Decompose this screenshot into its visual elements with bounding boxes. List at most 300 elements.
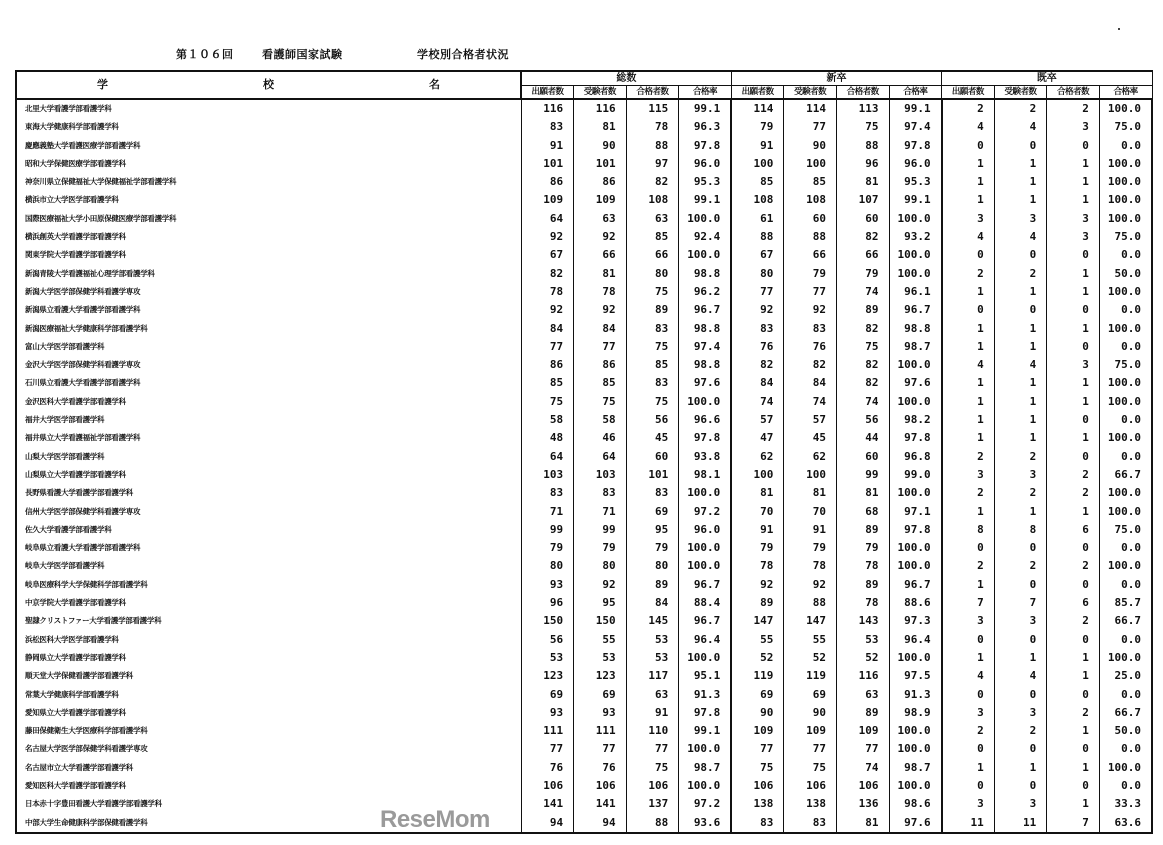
count-cell: 1 [994, 503, 1047, 521]
column-header: 合格者数 [1047, 86, 1100, 100]
count-cell: 2 [1047, 484, 1100, 502]
count-cell: 85 [784, 173, 837, 191]
count-cell: 75 [836, 118, 889, 136]
count-cell: 86 [521, 356, 574, 374]
school-name: 山梨県立大学看護学部看護学科 [16, 466, 521, 484]
count-cell: 79 [784, 539, 837, 557]
count-cell: 123 [521, 667, 574, 685]
pass-rate: 100.0 [679, 740, 732, 758]
count-cell: 79 [574, 539, 627, 557]
count-cell: 2 [942, 265, 995, 283]
count-cell: 6 [1047, 594, 1100, 612]
column-header: 出願者数 [942, 86, 995, 100]
count-cell: 2 [942, 722, 995, 740]
count-cell: 3 [942, 210, 995, 228]
table-row [16, 814, 1152, 833]
count-cell: 66 [784, 246, 837, 264]
count-cell: 57 [731, 411, 784, 429]
count-cell: 92 [574, 576, 627, 594]
table-row [16, 740, 1152, 758]
count-cell: 2 [1047, 704, 1100, 722]
count-cell: 0 [1047, 631, 1100, 649]
count-cell: 91 [731, 521, 784, 539]
pass-rate: 100.0 [889, 649, 942, 667]
count-cell: 0 [994, 686, 1047, 704]
count-cell: 75 [574, 393, 627, 411]
count-cell: 150 [521, 612, 574, 630]
school-name: 山梨大学医学部看護学科 [16, 448, 521, 466]
count-cell: 89 [626, 301, 679, 319]
count-cell: 1 [942, 503, 995, 521]
count-cell: 69 [521, 686, 574, 704]
count-cell: 69 [626, 503, 679, 521]
count-cell: 4 [942, 667, 995, 685]
column-header: 合格率 [889, 86, 942, 100]
count-cell: 1 [942, 338, 995, 356]
pass-rate: 100.0 [1099, 759, 1152, 777]
count-cell: 3 [1047, 118, 1100, 136]
pass-rate: 75.0 [1099, 356, 1152, 374]
count-cell: 1 [1047, 429, 1100, 447]
school-name: 藤田保健衛生大学医療科学部看護学科 [16, 722, 521, 740]
school-name: 石川県立看護大学看護学部看護学科 [16, 374, 521, 392]
pass-rate: 100.0 [1099, 393, 1152, 411]
count-cell: 109 [574, 191, 627, 209]
count-cell: 63 [836, 686, 889, 704]
count-cell: 109 [836, 722, 889, 740]
count-cell: 2 [994, 448, 1047, 466]
count-cell: 2 [1047, 466, 1100, 484]
count-cell: 79 [836, 539, 889, 557]
pass-rate: 100.0 [889, 246, 942, 264]
pass-rate: 100.0 [679, 557, 732, 575]
count-cell: 1 [1047, 795, 1100, 813]
count-cell: 82 [836, 320, 889, 338]
count-cell: 92 [784, 576, 837, 594]
school-name: 新潟青陵大学看護福祉心理学部看護学科 [16, 265, 521, 283]
count-cell: 81 [574, 118, 627, 136]
count-cell: 109 [521, 191, 574, 209]
count-cell: 83 [626, 374, 679, 392]
count-cell: 53 [574, 649, 627, 667]
count-cell: 2 [994, 265, 1047, 283]
pass-rate: 97.3 [889, 612, 942, 630]
count-cell: 63 [626, 686, 679, 704]
pass-rate: 100.0 [679, 210, 732, 228]
count-cell: 71 [574, 503, 627, 521]
pass-rate: 99.1 [679, 99, 732, 118]
count-cell: 56 [626, 411, 679, 429]
count-cell: 77 [626, 740, 679, 758]
pass-rate: 97.6 [679, 374, 732, 392]
school-name: 北里大学看護学部看護学科 [16, 99, 521, 118]
pass-rate: 100.0 [1099, 173, 1152, 191]
count-cell: 55 [731, 631, 784, 649]
school-name: 信州大学医学部保健学科看護学専攻 [16, 503, 521, 521]
count-cell: 92 [784, 301, 837, 319]
school-name: 浜松医科大学医学部看護学科 [16, 631, 521, 649]
count-cell: 45 [784, 429, 837, 447]
count-cell: 70 [784, 503, 837, 521]
count-cell: 93 [521, 576, 574, 594]
count-cell: 89 [731, 594, 784, 612]
count-cell: 90 [784, 137, 837, 155]
school-name: 常葉大学健康科学部看護学科 [16, 686, 521, 704]
count-cell: 141 [574, 795, 627, 813]
count-cell: 75 [626, 393, 679, 411]
pass-rate: 85.7 [1099, 594, 1152, 612]
count-cell: 79 [731, 539, 784, 557]
count-cell: 90 [574, 137, 627, 155]
pass-rate: 100.0 [1099, 99, 1152, 118]
school-name-header [16, 71, 521, 99]
count-cell: 0 [1047, 576, 1100, 594]
pass-rate: 0.0 [1099, 740, 1152, 758]
count-cell: 71 [521, 503, 574, 521]
table-row [16, 393, 1152, 411]
count-cell: 88 [731, 228, 784, 246]
table-row [16, 667, 1152, 685]
count-cell: 1 [942, 173, 995, 191]
pass-rate: 96.7 [679, 576, 732, 594]
table-row [16, 246, 1152, 264]
count-cell: 91 [731, 137, 784, 155]
pass-rate: 99.0 [889, 466, 942, 484]
school-name: 愛知医科大学看護学部看護学科 [16, 777, 521, 795]
count-cell: 0 [1047, 740, 1100, 758]
count-cell: 68 [836, 503, 889, 521]
school-name: 名古屋大学医学部保健学科看護学専攻 [16, 740, 521, 758]
count-cell: 3 [1047, 210, 1100, 228]
count-cell: 77 [836, 740, 889, 758]
count-cell: 75 [626, 283, 679, 301]
count-cell: 89 [836, 704, 889, 722]
count-cell: 66 [836, 246, 889, 264]
pass-rate: 88.6 [889, 594, 942, 612]
pass-rate: 66.7 [1099, 612, 1152, 630]
exam-round: 第１０６回 [176, 48, 234, 61]
count-cell: 2 [942, 557, 995, 575]
table-row [16, 210, 1152, 228]
count-cell: 106 [784, 777, 837, 795]
count-cell: 58 [574, 411, 627, 429]
count-cell: 61 [731, 210, 784, 228]
count-cell: 0 [1047, 137, 1100, 155]
count-cell: 2 [994, 722, 1047, 740]
count-cell: 77 [731, 740, 784, 758]
count-cell: 0 [942, 539, 995, 557]
table-row [16, 576, 1152, 594]
pass-rate: 88.4 [679, 594, 732, 612]
count-cell: 4 [942, 118, 995, 136]
count-cell: 53 [626, 649, 679, 667]
count-cell: 8 [994, 521, 1047, 539]
count-cell: 114 [784, 99, 837, 118]
count-cell: 0 [1047, 301, 1100, 319]
count-cell: 1 [1047, 191, 1100, 209]
count-cell: 2 [994, 484, 1047, 502]
pass-rate: 96.3 [679, 118, 732, 136]
count-cell: 76 [521, 759, 574, 777]
pass-rate: 33.3 [1099, 795, 1152, 813]
count-cell: 6 [1047, 521, 1100, 539]
count-cell: 100 [731, 155, 784, 173]
pass-rate: 97.8 [679, 704, 732, 722]
count-cell: 108 [784, 191, 837, 209]
pass-rate: 97.6 [889, 374, 942, 392]
count-cell: 83 [784, 814, 837, 833]
count-cell: 109 [731, 722, 784, 740]
count-cell: 100 [784, 155, 837, 173]
count-cell: 93 [521, 704, 574, 722]
count-cell: 3 [994, 612, 1047, 630]
group-new-graduates: 新卒 [731, 71, 941, 86]
table-row [16, 466, 1152, 484]
count-cell: 123 [574, 667, 627, 685]
pass-rate: 0.0 [1099, 246, 1152, 264]
count-cell: 0 [942, 777, 995, 795]
count-cell: 1 [942, 411, 995, 429]
count-cell: 62 [731, 448, 784, 466]
count-cell: 0 [994, 539, 1047, 557]
count-cell: 1 [1047, 374, 1100, 392]
count-cell: 92 [521, 228, 574, 246]
count-cell: 74 [836, 283, 889, 301]
pass-rate: 100.0 [1099, 283, 1152, 301]
count-cell: 79 [731, 118, 784, 136]
pass-rate: 96.2 [679, 283, 732, 301]
count-cell: 101 [626, 466, 679, 484]
pass-rate: 97.2 [679, 795, 732, 813]
count-cell: 2 [1047, 557, 1100, 575]
count-cell: 3 [1047, 228, 1100, 246]
pass-rate: 91.3 [679, 686, 732, 704]
count-cell: 3 [942, 704, 995, 722]
pass-rate: 100.0 [679, 539, 732, 557]
count-cell: 3 [942, 795, 995, 813]
school-name: 静岡県立大学看護学部看護学科 [16, 649, 521, 667]
table-row [16, 759, 1152, 777]
count-cell: 64 [521, 448, 574, 466]
pass-rate: 75.0 [1099, 118, 1152, 136]
count-cell: 95 [574, 594, 627, 612]
count-cell: 83 [731, 814, 784, 833]
count-cell: 1 [1047, 393, 1100, 411]
count-cell: 83 [521, 118, 574, 136]
school-name: 東海大学健康科学部看護学科 [16, 118, 521, 136]
table-row [16, 686, 1152, 704]
school-name: 横浜創英大学看護学部看護学科 [16, 228, 521, 246]
count-cell: 69 [731, 686, 784, 704]
pass-rate: 100.0 [679, 393, 732, 411]
pass-rate: 93.8 [679, 448, 732, 466]
count-cell: 83 [626, 320, 679, 338]
count-cell: 108 [626, 191, 679, 209]
pass-rate: 96.0 [889, 155, 942, 173]
count-cell: 88 [784, 594, 837, 612]
count-cell: 58 [521, 411, 574, 429]
count-cell: 78 [626, 118, 679, 136]
count-cell: 92 [731, 301, 784, 319]
pass-rate: 100.0 [889, 539, 942, 557]
count-cell: 1 [1047, 173, 1100, 191]
column-header: 出願者数 [521, 86, 574, 100]
pass-rate: 0.0 [1099, 301, 1152, 319]
results-table [15, 70, 1153, 834]
school-name: 岐阜大学医学部看護学科 [16, 557, 521, 575]
pass-rate: 98.8 [679, 320, 732, 338]
count-cell: 0 [1047, 777, 1100, 795]
count-cell: 1 [942, 155, 995, 173]
count-cell: 85 [521, 374, 574, 392]
table-row [16, 411, 1152, 429]
pass-rate: 96.4 [889, 631, 942, 649]
column-header: 合格率 [1099, 86, 1152, 100]
count-cell: 77 [784, 740, 837, 758]
pass-rate: 97.2 [679, 503, 732, 521]
count-cell: 0 [942, 740, 995, 758]
pass-rate: 98.6 [889, 795, 942, 813]
pass-rate: 25.0 [1099, 667, 1152, 685]
count-cell: 81 [731, 484, 784, 502]
pass-rate: 98.8 [889, 320, 942, 338]
table-row [16, 173, 1152, 191]
table-row [16, 777, 1152, 795]
count-cell: 85 [626, 356, 679, 374]
count-cell: 79 [521, 539, 574, 557]
pass-rate: 97.8 [679, 137, 732, 155]
count-cell: 1 [1047, 503, 1100, 521]
count-cell: 92 [731, 576, 784, 594]
count-cell: 76 [784, 338, 837, 356]
count-cell: 7 [994, 594, 1047, 612]
pass-rate: 100.0 [679, 246, 732, 264]
count-cell: 1 [994, 155, 1047, 173]
school-name: 国際医療福祉大学小田原保健医療学部看護学科 [16, 210, 521, 228]
school-name: 関東学院大学看護学部看護学科 [16, 246, 521, 264]
pass-rate: 98.2 [889, 411, 942, 429]
pass-rate: 95.3 [889, 173, 942, 191]
count-cell: 70 [731, 503, 784, 521]
table-row [16, 191, 1152, 209]
school-name: 岐阜医療科学大学保健科学部看護学科 [16, 576, 521, 594]
count-cell: 83 [626, 484, 679, 502]
pass-rate: 97.8 [889, 429, 942, 447]
pass-rate: 50.0 [1099, 265, 1152, 283]
school-name: 神奈川県立保健福祉大学保健福祉学部看護学科 [16, 173, 521, 191]
count-cell: 4 [942, 356, 995, 374]
count-cell: 60 [836, 210, 889, 228]
count-cell: 77 [521, 740, 574, 758]
school-name: 金沢大学医学部保健学科看護学専攻 [16, 356, 521, 374]
pass-rate: 93.2 [889, 228, 942, 246]
count-cell: 1 [942, 191, 995, 209]
pass-rate: 100.0 [1099, 649, 1152, 667]
count-cell: 53 [836, 631, 889, 649]
count-cell: 67 [731, 246, 784, 264]
pass-rate: 99.1 [679, 722, 732, 740]
count-cell: 82 [836, 356, 889, 374]
pass-rate: 97.4 [889, 118, 942, 136]
table-row [16, 503, 1152, 521]
count-cell: 0 [942, 301, 995, 319]
count-cell: 86 [574, 356, 627, 374]
pass-rate: 96.8 [889, 448, 942, 466]
count-cell: 100 [731, 466, 784, 484]
count-cell: 91 [784, 521, 837, 539]
count-cell: 96 [521, 594, 574, 612]
count-cell: 138 [784, 795, 837, 813]
pass-rate: 100.0 [889, 777, 942, 795]
count-cell: 116 [521, 99, 574, 118]
count-cell: 90 [731, 704, 784, 722]
pass-rate: 98.8 [679, 265, 732, 283]
school-name: 中京学院大学看護学部看護学科 [16, 594, 521, 612]
school-name: 日本赤十字豊田看護大学看護学部看護学科 [16, 795, 521, 813]
school-name: 富山大学医学部看護学科 [16, 338, 521, 356]
column-header: 受験者数 [574, 86, 627, 100]
header-part: 名 [428, 78, 440, 91]
count-cell: 0 [942, 137, 995, 155]
count-cell: 53 [626, 631, 679, 649]
pass-rate: 100.0 [889, 265, 942, 283]
count-cell: 113 [836, 99, 889, 118]
school-name: 新潟県立看護大学看護学部看護学科 [16, 301, 521, 319]
count-cell: 0 [942, 246, 995, 264]
table-row [16, 137, 1152, 155]
count-cell: 80 [731, 265, 784, 283]
count-cell: 0 [1047, 448, 1100, 466]
count-cell: 1 [994, 429, 1047, 447]
pass-rate: 98.7 [889, 759, 942, 777]
pass-rate: 100.0 [889, 356, 942, 374]
pass-rate: 100.0 [1099, 503, 1152, 521]
count-cell: 116 [836, 667, 889, 685]
pass-rate: 97.8 [679, 429, 732, 447]
count-cell: 83 [521, 484, 574, 502]
count-cell: 89 [836, 576, 889, 594]
school-name: 新潟大学医学部保健学科看護学専攻 [16, 283, 521, 301]
table-row [16, 704, 1152, 722]
count-cell: 97 [626, 155, 679, 173]
count-cell: 110 [626, 722, 679, 740]
pass-rate: 96.1 [889, 283, 942, 301]
count-cell: 67 [521, 246, 574, 264]
school-name: 名古屋市立大学看護学部看護学科 [16, 759, 521, 777]
pass-rate: 50.0 [1099, 722, 1152, 740]
pass-rate: 100.0 [889, 210, 942, 228]
count-cell: 89 [836, 301, 889, 319]
pass-rate: 93.6 [679, 814, 732, 833]
count-cell: 77 [521, 338, 574, 356]
count-cell: 1 [942, 429, 995, 447]
pass-rate: 100.0 [679, 777, 732, 795]
count-cell: 82 [626, 173, 679, 191]
count-cell: 83 [784, 320, 837, 338]
count-cell: 147 [784, 612, 837, 630]
count-cell: 91 [521, 137, 574, 155]
pass-rate: 95.1 [679, 667, 732, 685]
group-past-graduates: 既卒 [942, 71, 1152, 86]
count-cell: 1 [994, 283, 1047, 301]
scan-speck [1118, 28, 1120, 30]
pass-rate: 100.0 [679, 484, 732, 502]
count-cell: 0 [942, 631, 995, 649]
pass-rate: 98.1 [679, 466, 732, 484]
count-cell: 136 [836, 795, 889, 813]
pass-rate: 0.0 [1099, 539, 1152, 557]
school-name: 中部大学生命健康科学部保健看護学科 [16, 814, 521, 833]
